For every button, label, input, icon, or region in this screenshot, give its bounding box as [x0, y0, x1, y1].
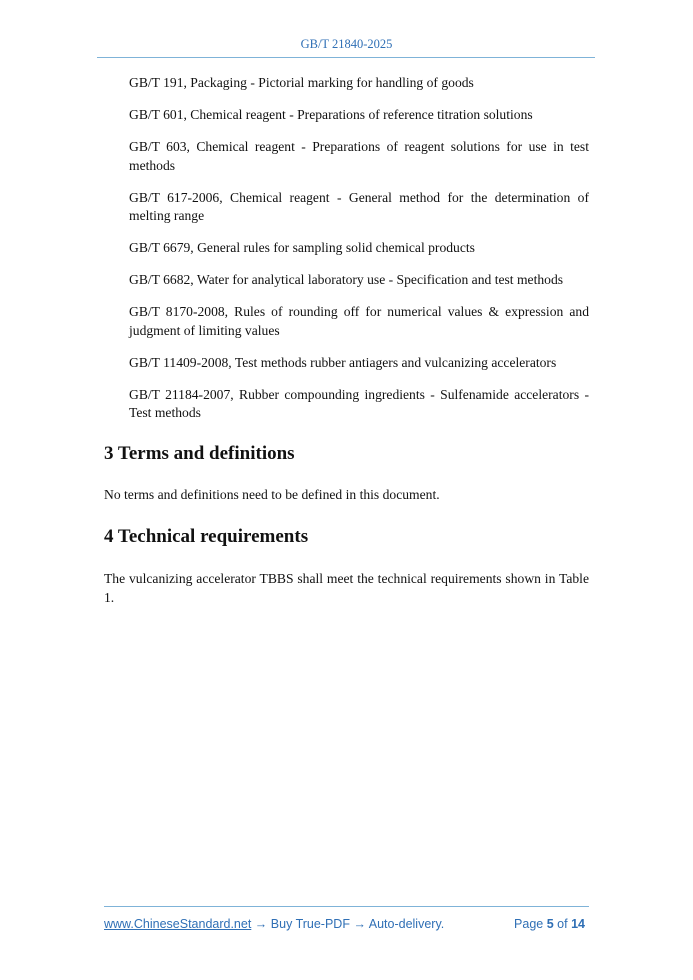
reference-item: GB/T 6682, Water for analytical laboratory use - Specification and test methods [129, 272, 564, 287]
page-header: GB/T 21840-2025 [300, 37, 393, 51]
reference-item: GB/T 6679, General rules for sampling solid chemical products [129, 240, 475, 255]
reference-item: GB/T 617-2006, Chemical reagent - General method for the determination of melting range [129, 189, 589, 223]
arrow-right-icon: → [353, 917, 366, 931]
section-3-heading: 3 Terms and definitions [104, 443, 295, 464]
reference-item: GB/T 601, Chemical reagent - Preparations of reference titration solutions [129, 107, 533, 122]
of-label: of [557, 917, 568, 931]
current-page-number: 5 [546, 917, 554, 931]
reference-item: GB/T 603, Chemical reagent - Preparations of reagent solutions for use in test methods [129, 139, 589, 173]
page-indicator [514, 917, 585, 931]
section-4-heading: 4 Technical requirements [104, 526, 309, 547]
footer-divider [104, 906, 589, 907]
website-link[interactable]: www.ChineseStandard.net [104, 917, 252, 931]
normative-references-list [129, 74, 589, 436]
reference-item: GB/T 8170-2008, Rules of rounding off for numerical values & expression and judgment of limiting values [129, 304, 589, 338]
reference-item: GB/T 11409-2008, Test methods rubber antiagers and vulcanizing accelerators [129, 354, 557, 370]
reference-item: GB/T 21184-2007, Rubber compounding ingredients - Sulfenamide accelerators - Test methods [129, 386, 589, 420]
total-pages-number: 14 [571, 917, 585, 931]
footer-promo [104, 917, 444, 931]
page-label: Page [514, 917, 544, 931]
buy-pdf-text: Buy True-PDF [270, 917, 350, 931]
section-3-text: No terms and definitions need to be defined in this document. [104, 487, 440, 502]
reference-item: GB/T 191, Packaging - Pictorial marking for handling of goods [129, 75, 474, 90]
header-divider [97, 57, 595, 58]
auto-delivery-text: Auto-delivery. [368, 917, 445, 931]
section-4-text: The vulcanizing accelerator TBBS shall meet the technical requirements shown in Table 1. [104, 571, 589, 605]
arrow-right-icon: → [254, 917, 268, 931]
